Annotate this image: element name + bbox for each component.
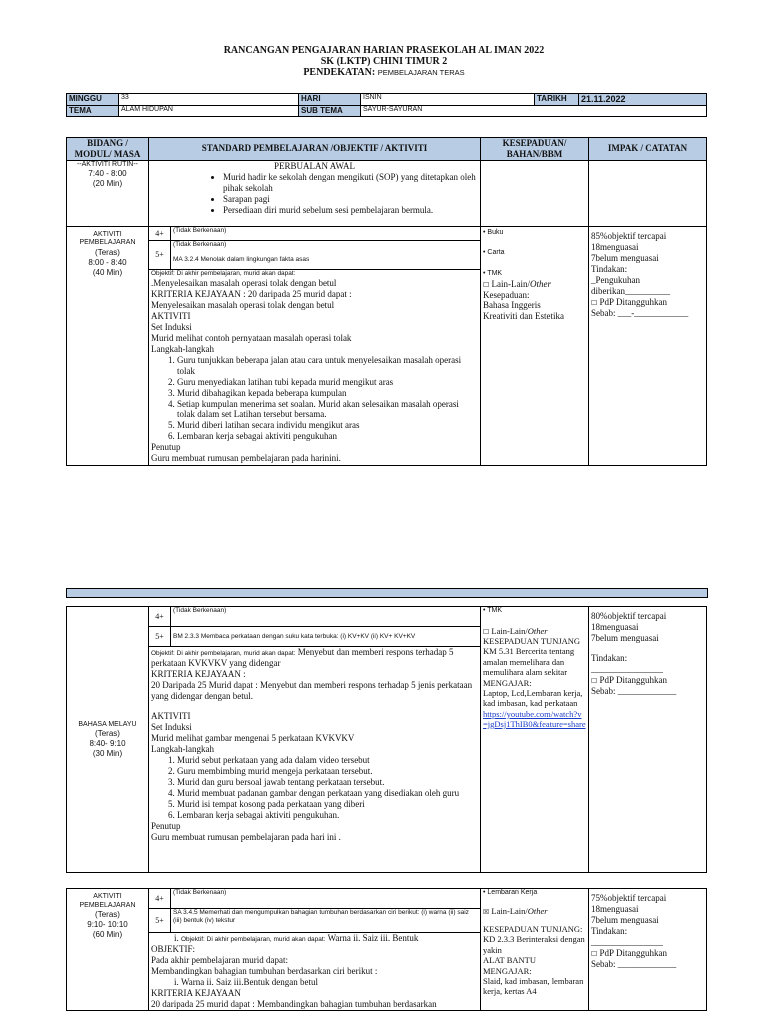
step-item: 6. Lembaran kerja sebagai aktiviti pengukuhan — [177, 431, 478, 442]
level-4: 4+ — [149, 889, 171, 909]
step-item: 2. Guru membimbing murid mengeja perkataan tersebut. — [177, 766, 478, 777]
sains-cell: AKTIVITI PEMBELAJARAN (Teras) 9:10- 10:10 (60 Min) — [67, 889, 149, 1011]
step-item: 4. Murid membuat padanan gambar dengan perkataan yang disediakan oleh guru — [177, 788, 478, 799]
step-item: 6. Lembaran kerja sebagai aktiviti pengukuhan. — [177, 810, 478, 821]
rutin-item: • Murid hadir ke sekolah dengan mengikuti (SOP) yang ditetapkan oleh pihak sekolah — [223, 172, 478, 194]
rutin-item: • Persediaan diri murid sebelum sesi pembelajaran bermula. — [223, 205, 478, 216]
approach-line: PENDEKATAN: PEMBELAJARAN TERAS — [303, 67, 465, 78]
level-4: 4+ — [149, 226, 171, 240]
bullet-icon: • — [483, 889, 486, 896]
lesson-table-3 — [66, 888, 707, 1011]
bullet-icon: • — [483, 228, 486, 236]
subtema-label: SUB TEMA — [299, 105, 361, 116]
bullet-icon: • — [483, 607, 486, 614]
bm-bahan: • TMK ☐ Lain-Lain/Other KESEPADUAN TUNJANG KM 5.31 Bercerita tentang amalan memelihara dan memulihara alam sekitar MENGAJAR: Laptop, Lcd,Lembaran kerja, kad imbasan, kad perkataan https://youtube.com/watch?v=jgDsj1ThIB0&feature=share — [481, 607, 589, 873]
step-item: 3. Murid dibahagikan kepada beberapa kumpulan — [177, 388, 478, 399]
sains-bahan: • Lembaran Kerja ☒ Lain-Lain/Other KESEPADUAN TUNJANG: KD 2.3.3 Berinteraksi dengan yakin ALAT BANTU MENGAJAR: Slaid, kad imbasan, lembaran kerja, kertas A4 — [481, 889, 589, 1011]
level-4-text: (Tidak Berkenaan) — [171, 226, 481, 240]
checkbox-icon[interactable]: ☐ — [483, 280, 490, 289]
step-item: 5. Murid diberi latihan secara individu mengikut aras — [177, 420, 478, 431]
teras-cell: AKTIVITI PEMBELAJARAN (Teras) 8:00 - 8:40 (40 Min) — [67, 226, 149, 465]
minggu-value: 33 — [119, 94, 299, 106]
sains-activity: i. Objektif: Di akhir pembelajaran, murid akan dapat: Warna ii. Saiz iii. Bentuk OBJEKTIF: Pada akhir pembelajaran murid dapat: Membandingkan bahagian tumbuhan berdasarkan ciri berikut : i. Warna ii. Saiz iii.Bentuk dengan betul KRITERIA KEJAYAAN 20 daripada 25 murid dapat : Membandingkan bahagian tumbuhan berdasarkan — [149, 933, 481, 1011]
level-5-text: BM 2.3.3 Membaca perkataan dengan suku kata terbuka: (i) KV+KV (ii) KV+ KV+KV — [171, 627, 481, 647]
tarikh-value: 21.11.2022 — [579, 94, 707, 106]
checkbox-icon[interactable]: ☐ — [591, 298, 598, 307]
checkbox-icon[interactable]: ☒ — [483, 907, 490, 916]
obj-item: i. Objektif: Di akhir pembelajaran, murid akan dapat: Warna ii. Saiz iii. Bentuk — [181, 933, 478, 944]
bm-cell: BAHASA MELAYU (Teras) 8:40- 9:10 (30 Min) — [67, 607, 149, 873]
tema-value: ALAM HIDUPAN — [119, 105, 299, 116]
level-5-text: (Tidak Berkenaan) MA 3.2.4 Menolak dalam lingkungan fakta asas — [171, 240, 481, 269]
checkbox-icon[interactable]: ☐ — [591, 676, 598, 685]
school-name: SK (LKTP) CHINI TIMUR 2 — [320, 56, 448, 67]
level-5: 5+ — [149, 909, 171, 933]
bm-activity: Objektif: Di akhir pembelajaran, murid akan dapat: Menyebut dan memberi respons terhadap 5 perkataan KVKVKV yang didengar KRITERIA KEJAYAAN : 20 Daripada 25 Murid dapat : Menyebut dan memberi respons terhadap 5 jenis perkataan yang didengar dengan betul. AKTIVITI Set Induksi Murid melihat gambar mengenai 5 perkataan KVKVKV Langkah-langkah 1. Murid sebut perkataan yang ada dalam video tersebut 2. Guru membimbing murid mengeja perkataan tersebut. 3. Murid dan guru bersoal jawab tentang perkataan tersebut. 4. Murid membuat padanan gambar dengan perkataan yang disediakan oleh guru 5. Murid isi tempat kosong pada perkataan yang diberi 6. Lembaran kerja sebagai aktiviti pengukuhan. Penutup Guru membuat rumusan pembelajaran pada hari ini . — [149, 647, 481, 873]
step-item: 1. Guru tunjukkan beberapa jalan atau cara untuk menyelesaikan masalah operasi tolak — [177, 355, 478, 377]
rutin-item: • Sarapan pagi — [223, 194, 478, 205]
teras-bahan: • Buku • Carta • TMK ☐ Lain-Lain/Other Kesepaduan: Bahasa Inggeris Kreativiti dan Estetika — [481, 226, 589, 465]
col-impak: IMPAK / CATATAN — [589, 138, 707, 161]
hari-value: ISNIN — [361, 94, 535, 106]
level-4-text: (Tidak Berkenaan) — [171, 889, 481, 909]
sains-impak: 75%objektif tercapai 18menguasai 7belum menguasai Tindakan: ________________ ☐ PdP Ditangguhkan Sebab: _____________ — [589, 889, 707, 1011]
step-item: 1. Murid sebut perkataan yang ada dalam video tersebut — [177, 755, 478, 766]
col-standard: STANDARD PEMBELAJARAN /OBJEKTIF / AKTIVITI — [149, 138, 481, 161]
video-link[interactable]: https://youtube.com/watch?v=jgDsj1ThIB0&feature=share — [483, 708, 586, 729]
rutin-cell: --AKTIVITI RUTIN-- 7:40 - 8:00 (20 Min) — [67, 160, 149, 226]
tarikh-label: TARIKH — [535, 94, 579, 106]
level-4-text: (Tidak Berkenaan) — [171, 607, 481, 627]
step-item: 5. Murid isi tempat kosong pada perkataan yang diberi — [177, 799, 478, 810]
info-table — [66, 93, 707, 117]
step-item: 3. Murid dan guru bersoal jawab tentang perkataan tersebut. — [177, 777, 478, 788]
minggu-label: MINGGU — [67, 94, 119, 106]
subtema-value: SAYUR-SAYURAN — [361, 105, 707, 116]
lesson-table-2 — [66, 606, 707, 873]
doc-title: RANCANGAN PENGAJARAN HARIAN PRASEKOLAH AL IMAN 2022 — [223, 45, 545, 56]
bullet-icon: • — [483, 249, 486, 257]
header-strip — [66, 588, 708, 598]
bm-impak: 80%objektif tercapai 18menguasai 7belum menguasai Tindakan: ________________ ☐ PdP Ditangguhkan Sebab: _____________ — [589, 607, 707, 873]
bullet-icon: • — [483, 270, 486, 277]
step-item: 2. Guru menyediakan latihan tubi kepada murid mengikut aras — [177, 377, 478, 388]
step-item: 4. Setiap kumpulan menerima set soalan. Murid akan selesaikan masalah operasi tolak dalam set Latihan tersebut bersama. — [177, 399, 478, 421]
teras-impak: 85%objektif tercapai 18menguasai 7belum menguasai Tindakan: _Pengukuhan diberikan__________ ☐ PdP Ditangguhkan Sebab: ___-____________ — [589, 226, 707, 465]
tema-label: TEMA — [67, 105, 119, 116]
level-5-text: SA 3.4.5 Memerhati dan mengumpulkan bahagian tumbuhan berdasarkan ciri berikut: (i) warna (ii) saiz (iii) bentuk (iv) tekstur — [171, 909, 481, 933]
rutin-content: PERBUALAN AWAL • Murid hadir ke sekolah dengan mengikuti (SOP) yang ditetapkan oleh pihak sekolah • Sarapan pagi • Persediaan diri murid sebelum sesi pembelajaran bermula. — [149, 160, 481, 226]
obj-item: i. Warna ii. Saiz iii.Bentuk dengan betul — [181, 977, 478, 988]
level-5: 5+ — [149, 627, 171, 647]
teras-activity: Objektif: Di akhir pembelajaran, murid akan dapat: .Menyelesaikan masalah operasi tolak dengan betul KRITERIA KEJAYAAN : 20 daripada 25 murid dapat : Menyelesaikan masalah operasi tolak dengan betul AKTIVITI Set Induksi Murid melihat contoh pernyataan masalah operasi tolak Langkah-langkah 1. Guru tunjukkan beberapa jalan atau cara untuk menyelesaikan masalah operasi tolak 2. Guru menyediakan latihan tubi kepada murid mengikut aras 3. Murid dibahagikan kepada beberapa kumpulan 4. Setiap kumpulan menerima set soalan. Murid akan selesaikan masalah operasi tolak dalam set Latihan tersebut bersama. 5. Murid diberi latihan secara individu mengikut aras 6. Lembaran kerja sebagai aktiviti pengukuhan Penutup Guru membuat rumusan pembelajaran pada harinini. — [149, 269, 481, 465]
level-4: 4+ — [149, 607, 171, 627]
level-5: 5+ — [149, 240, 171, 269]
checkbox-icon[interactable]: ☐ — [591, 949, 598, 958]
col-bidang: BIDANG / MODUL/ MASA — [67, 138, 149, 161]
lesson-table-1 — [66, 137, 707, 466]
col-kesepaduan: KESEPADUAN/ BAHAN/BBM — [481, 138, 589, 161]
hari-label: HARI — [299, 94, 361, 106]
checkbox-icon[interactable]: ☐ — [483, 627, 490, 636]
